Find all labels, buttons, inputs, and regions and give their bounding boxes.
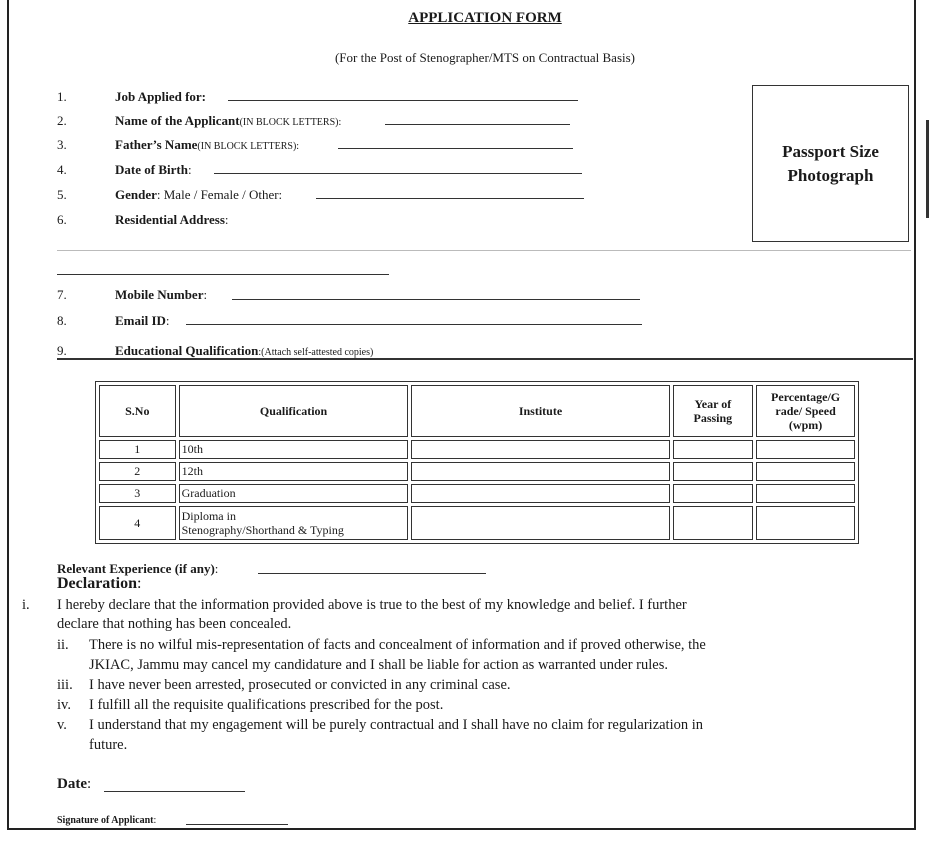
mobile-field[interactable] [232, 299, 640, 300]
cell-percentage-input[interactable] [756, 506, 855, 540]
address-label: Residential Address: [115, 212, 229, 227]
cell-sno: 2 [99, 462, 176, 481]
applicant-name-field[interactable] [385, 124, 570, 125]
applicant-name-label: Name of the Applicant(IN BLOCK LETTERS): [115, 113, 342, 128]
cell-institute-input[interactable] [411, 462, 669, 481]
declaration-item-line: I have never been arrested, prosecuted or convicted in any criminal case. [89, 677, 511, 693]
photo-label-line1: Passport Size [782, 141, 879, 161]
gender-field[interactable] [316, 198, 584, 199]
declaration-marker: v. [57, 717, 67, 733]
job-applied-label: Job Applied for: [115, 89, 207, 104]
declaration-item-line: I fulfill all the requisite qualifications prescribed for the post. [89, 697, 444, 713]
signature-label: Signature of Applicant: [57, 815, 157, 826]
cell-qualification: 12th [179, 462, 409, 481]
table-header-row [99, 385, 855, 437]
cell-year-input[interactable] [673, 462, 754, 481]
cell-year-input[interactable] [673, 506, 754, 540]
dob-label: Date of Birth: [115, 162, 192, 177]
cell-institute-input[interactable] [411, 506, 669, 540]
col-year-header: Year of Passing [673, 385, 754, 437]
education-divider [57, 358, 913, 360]
declaration-marker: ii. [57, 637, 69, 653]
table-row [99, 440, 855, 459]
field-number: 7. [57, 287, 67, 302]
field-number: 6. [57, 212, 67, 227]
form-title: APPLICATION FORM [408, 10, 562, 26]
declaration-item-line: There is no wilful mis-representation of facts and concealment of information and if proved otherwise, the [89, 637, 706, 653]
field-number: 4. [57, 162, 67, 177]
cell-year-input[interactable] [673, 440, 754, 459]
email-label: Email ID: [115, 313, 170, 328]
table-row [99, 462, 855, 481]
declaration-item-line: JKIAC, Jammu may cancel my candidature and I shall be liable for action as warranted under rules. [89, 657, 668, 673]
declaration-heading: Declaration: [57, 575, 142, 592]
cell-institute-input[interactable] [411, 440, 669, 459]
experience-label: Relevant Experience (if any): [57, 561, 219, 576]
field-number: 2. [57, 113, 67, 128]
field-number: 1. [57, 89, 67, 104]
table-row [99, 484, 855, 503]
field-number: 8. [57, 313, 67, 328]
date-field[interactable] [104, 791, 245, 792]
cell-percentage-input[interactable] [756, 440, 855, 459]
signature-field[interactable] [186, 824, 288, 825]
cell-qualification: Graduation [179, 484, 409, 503]
declaration-item-line: declare that nothing has been concealed. [57, 616, 292, 632]
cell-sno: 4 [99, 506, 176, 540]
photo-label-line2: Photograph [787, 165, 874, 185]
education-label: Educational Qualification:(Attach self-attested copies) [115, 343, 374, 358]
cell-sno: 3 [99, 484, 176, 503]
father-name-label: Father’s Name(IN BLOCK LETTERS): [115, 137, 300, 152]
email-field[interactable] [186, 324, 642, 325]
cell-qualification: 10th [179, 440, 409, 459]
cell-sno: 1 [99, 440, 176, 459]
col-sno-header: S.No [99, 385, 176, 437]
mobile-label: Mobile Number: [115, 287, 208, 302]
field-number: 5. [57, 187, 67, 202]
photo-placeholder[interactable] [752, 85, 909, 242]
qualification-table [95, 381, 859, 544]
col-percentage-header: Percentage/G rade/ Speed (wpm) [756, 385, 855, 437]
cell-percentage-input[interactable] [756, 462, 855, 481]
cell-year-input[interactable] [673, 484, 754, 503]
declaration-item-line: future. [89, 737, 128, 753]
table-row [99, 506, 855, 540]
father-name-field[interactable] [338, 148, 573, 149]
declaration-item-line: I understand that my engagement will be purely contractual and I shall have no claim for regularization in [89, 717, 704, 733]
gender-label: Gender: Male / Female / Other: [115, 187, 283, 202]
address-field-line-2[interactable] [57, 274, 389, 275]
declaration-marker: iii. [57, 677, 73, 693]
declaration-marker: iv. [57, 697, 71, 713]
form-subtitle: (For the Post of Stenographer/MTS on Contractual Basis) [334, 50, 636, 65]
dob-field[interactable] [214, 173, 582, 174]
address-field-line-1[interactable] [57, 250, 911, 251]
field-number: 3. [57, 137, 67, 152]
date-label: Date: [57, 776, 92, 792]
job-applied-field[interactable] [228, 100, 578, 101]
declaration-marker: i. [22, 597, 30, 613]
col-qualification-header: Qualification [179, 385, 409, 437]
field-number: 9. [57, 343, 67, 358]
col-institute-header: Institute [411, 385, 669, 437]
cell-institute-input[interactable] [411, 484, 669, 503]
cell-percentage-input[interactable] [756, 484, 855, 503]
declaration-item-line: I hereby declare that the information provided above is true to the best of my knowledge and belief. I further [57, 597, 687, 613]
experience-field[interactable] [258, 573, 486, 574]
cell-qualification: Diploma in Stenography/Shorthand & Typing [179, 506, 409, 540]
